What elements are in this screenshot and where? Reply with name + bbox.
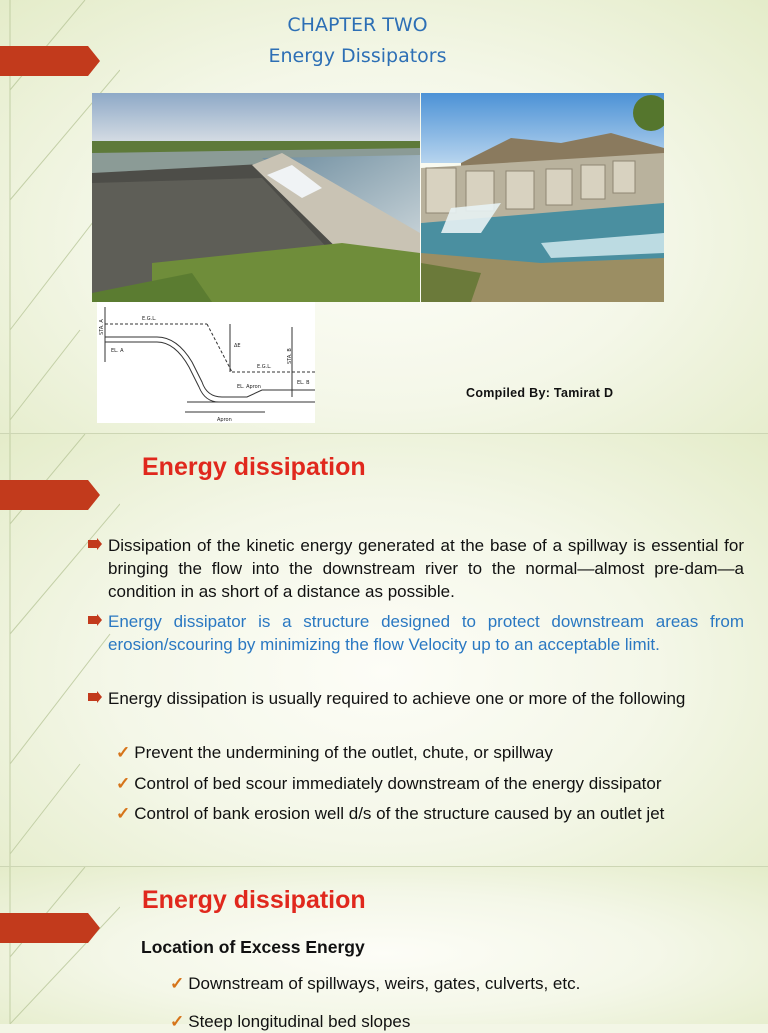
diagram-label-sta-a: STA. A: [99, 319, 105, 335]
arrow-bullet-icon: [88, 538, 102, 550]
check-text: Prevent the undermining of the outlet, chute, or spillway: [134, 743, 553, 762]
bullet-text: Dissipation of the kinetic energy generated at the base of a spillway is essential for bringing the flow into the downstream river to the normal—almost pre-dam—a condition in as short of a distance as possible.: [108, 536, 744, 601]
checkmark-icon: ✓: [116, 804, 131, 823]
chapter-subtitle: Energy Dissipators: [268, 45, 447, 67]
bullet-item: [88, 687, 708, 710]
slide-tab-marker: [0, 913, 100, 943]
spillway-photo: [92, 93, 420, 302]
check-text: Control of bank erosion well d/s of the structure caused by an outlet jet: [134, 804, 665, 823]
bullet-text: Energy dissipation is usually required to achieve one or more of the following: [108, 689, 686, 708]
hydraulic-jump-diagram: [97, 302, 315, 423]
arrow-bullet-icon: [88, 691, 102, 703]
bullet-text: Energy dissipator is a structure designed to protect downstream areas from erosion/scouring by minimizing the flow Velocity up to an acceptable limit.: [108, 612, 744, 654]
check-item: [116, 741, 553, 764]
check-text: Control of bed scour immediately downstream of the energy dissipator: [134, 774, 662, 793]
slide-tab-marker: [0, 480, 100, 510]
arrow-bullet-icon: [88, 614, 102, 626]
slide-3-heading: Energy dissipation: [142, 886, 366, 914]
slide-2-heading: Energy dissipation: [142, 453, 366, 481]
diagram-label-el-a: EL. A: [111, 348, 124, 354]
slide-3: [0, 867, 768, 1024]
check-item: [116, 772, 662, 795]
diagram-label-egl-right: E.G.L.: [257, 364, 272, 370]
diagram-label-el-apron: EL. Apron: [237, 384, 261, 390]
diagram-label-el-b: EL. B: [297, 380, 310, 386]
compiled-by: Compiled By: Tamirat D: [466, 386, 614, 400]
bullet-item: [88, 534, 744, 603]
check-item: [170, 1010, 410, 1033]
check-item: [170, 972, 580, 995]
dam-photo: [421, 93, 664, 302]
diagram-label-sta-b: STA. B: [287, 348, 293, 364]
diagram-label-apron: Apron: [217, 417, 232, 423]
check-text: Downstream of spillways, weirs, gates, culverts, etc.: [188, 974, 581, 993]
diagram-label-delta-e: ΔE: [234, 343, 241, 349]
checkmark-icon: ✓: [170, 1012, 185, 1031]
checkmark-icon: ✓: [116, 774, 131, 793]
decorative-lines: [0, 867, 120, 1024]
slide-1: [0, 0, 768, 433]
check-item: [116, 802, 664, 825]
bullet-item: [88, 610, 744, 656]
check-text: Steep longitudinal bed slopes: [188, 1012, 411, 1031]
checkmark-icon: ✓: [170, 974, 185, 993]
diagram-label-egl-left: E.G.L.: [142, 316, 157, 322]
checkmark-icon: ✓: [116, 743, 131, 762]
chapter-title: CHAPTER TWO: [287, 14, 428, 36]
slide-3-subheading: Location of Excess Energy: [141, 937, 365, 957]
